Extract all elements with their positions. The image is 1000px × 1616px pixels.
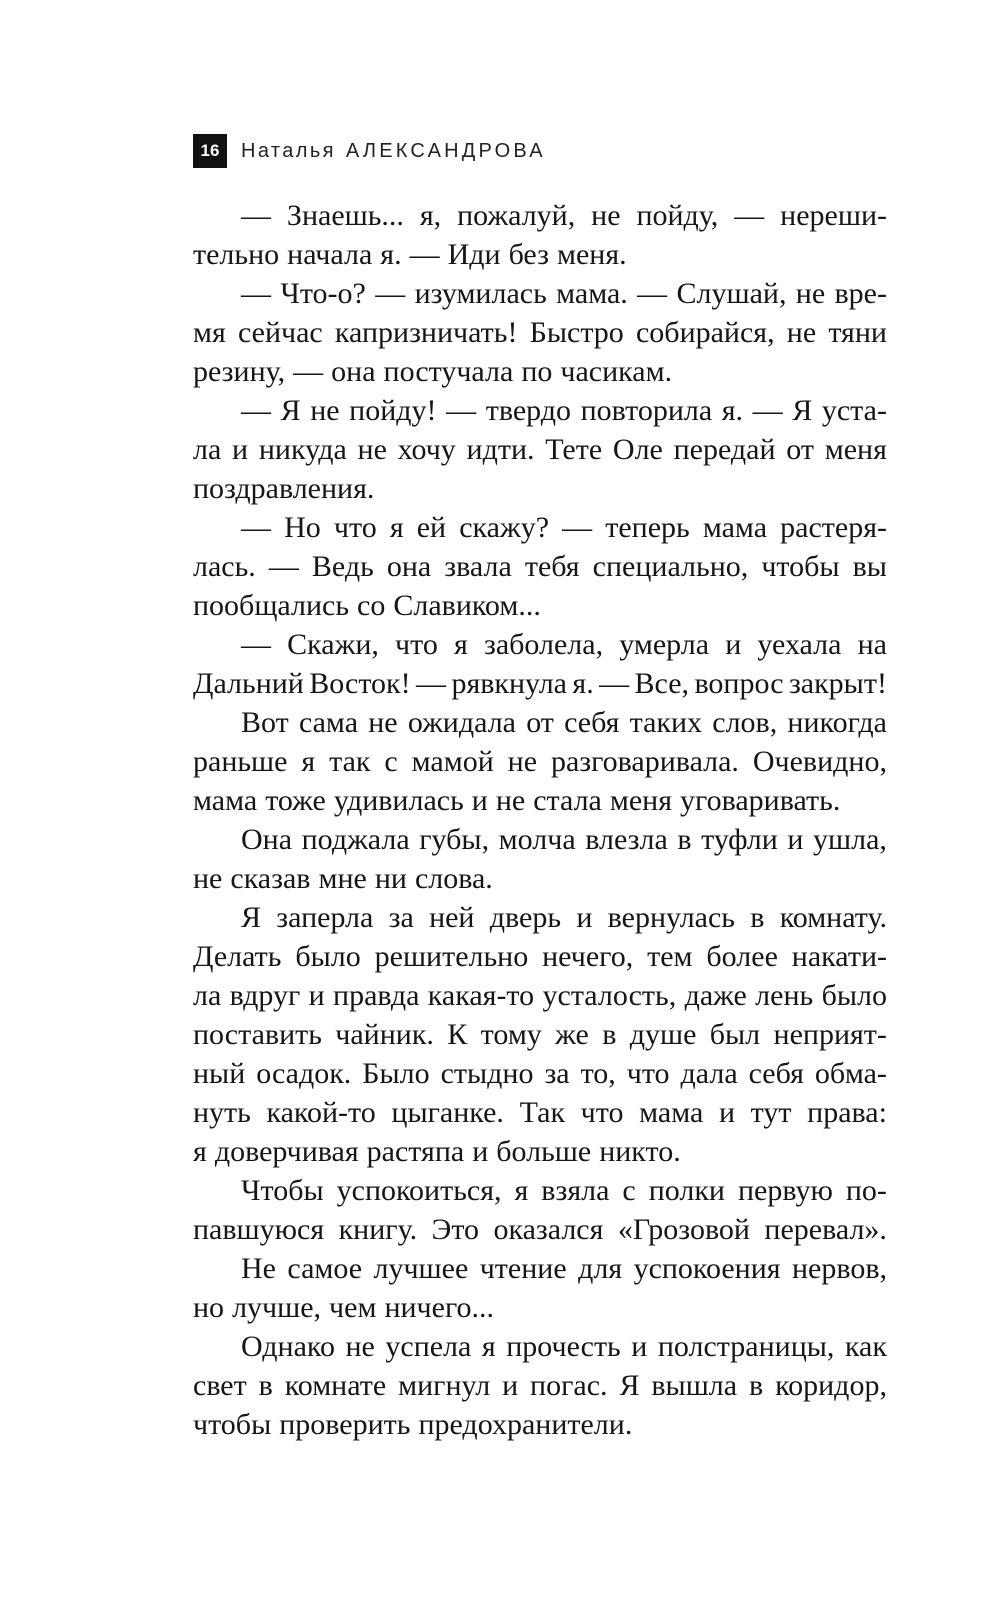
word: Тете <box>545 433 603 466</box>
text-line <box>193 313 887 352</box>
word: вре- <box>834 277 887 310</box>
text-line <box>193 1054 887 1093</box>
text-line <box>193 547 887 586</box>
word: и <box>502 1369 519 1402</box>
word: так <box>329 745 371 778</box>
word: специально, <box>592 550 749 583</box>
word: Дальний <box>193 667 304 700</box>
text-line <box>193 703 887 742</box>
text-line <box>193 898 887 937</box>
text-line <box>193 274 887 313</box>
word: права: <box>807 1096 887 1129</box>
word: мама <box>193 784 258 817</box>
word: Вот <box>241 706 289 739</box>
word: Иди <box>447 238 501 271</box>
word: тому <box>480 1018 542 1051</box>
word: чтение <box>479 1252 567 1285</box>
text-line <box>193 625 887 664</box>
word: чем <box>329 1291 377 1324</box>
word: тяни <box>828 316 887 349</box>
word: без <box>508 238 549 271</box>
word: я. <box>572 667 594 700</box>
word: усталость, <box>542 979 677 1012</box>
word: не <box>507 745 538 778</box>
word: вышла <box>651 1369 738 1402</box>
word: Я <box>619 1369 640 1402</box>
text-line <box>193 1327 887 1366</box>
word: за <box>388 901 414 934</box>
text-line <box>193 781 887 820</box>
word: молча <box>498 823 576 856</box>
word: мигнул <box>398 1369 491 1402</box>
text-line <box>193 1171 887 1210</box>
word: — <box>241 394 271 427</box>
text-line <box>193 352 887 391</box>
word: не <box>786 316 817 349</box>
word: Я <box>241 901 262 934</box>
word: по <box>521 355 553 388</box>
word: Быстро <box>529 316 624 349</box>
word: пойду, <box>636 199 719 232</box>
word: для <box>578 1252 623 1285</box>
word: коридор, <box>775 1369 887 1402</box>
word: тебя <box>524 550 580 583</box>
word: полстраницы, <box>657 1330 835 1363</box>
word: не <box>310 394 340 427</box>
word: — <box>293 355 324 388</box>
word: тут <box>750 1096 792 1129</box>
word: меня. <box>556 238 627 271</box>
word: ный <box>193 1057 246 1090</box>
word: даже <box>684 979 747 1012</box>
word: ожидала <box>407 706 516 739</box>
word: самое <box>287 1252 363 1285</box>
word: Она <box>241 823 293 856</box>
word: оказался <box>493 1213 604 1246</box>
word: мама <box>639 1096 704 1129</box>
text-line <box>193 1405 887 1444</box>
word: перевал». <box>764 1213 887 1246</box>
word: я. <box>380 238 402 271</box>
word: Слушай, <box>676 277 787 310</box>
word: «Грозовой <box>617 1213 750 1246</box>
word: Ведь <box>311 550 374 583</box>
word: свет <box>193 1369 247 1402</box>
word: повторила <box>580 394 713 427</box>
word: проверить <box>279 1408 411 1441</box>
word: никуда <box>258 433 347 466</box>
word: идти. <box>466 433 535 466</box>
word: стыдно <box>440 1057 534 1090</box>
word: растеря- <box>780 511 887 544</box>
word: твердо <box>485 394 572 427</box>
word: за <box>544 1057 570 1090</box>
text-line <box>193 1366 887 1405</box>
word: успокоиться, <box>336 1174 502 1207</box>
word: в <box>258 1369 273 1402</box>
text-line <box>193 664 887 703</box>
text-line <box>193 508 887 547</box>
word: я, <box>419 199 442 232</box>
word: разговаривала. <box>550 745 739 778</box>
word: и <box>472 1135 489 1168</box>
text-line <box>193 859 887 898</box>
word: умерла <box>619 628 710 661</box>
word: Было <box>362 1057 430 1090</box>
word: полки <box>648 1174 725 1207</box>
word: никто. <box>599 1135 681 1168</box>
word: дала <box>680 1057 738 1090</box>
word: она <box>331 355 376 388</box>
word: ней <box>429 901 475 934</box>
word: рявкнула <box>451 667 567 700</box>
word: — <box>562 511 593 544</box>
word: чайник. <box>335 1018 434 1051</box>
running-header <box>193 134 546 168</box>
word: Скажи, <box>287 628 379 661</box>
word: обма- <box>814 1057 887 1090</box>
word: как <box>844 1330 887 1363</box>
page-number: 16 <box>193 134 227 168</box>
word: со <box>357 589 386 622</box>
word: пообщались <box>193 589 350 622</box>
word: Делать <box>193 940 282 973</box>
word: в <box>602 1018 617 1051</box>
word: губы, <box>419 823 490 856</box>
word: хочу <box>397 433 456 466</box>
word: удивилась <box>333 784 464 817</box>
word: осадок. <box>256 1057 352 1090</box>
word: цыганке. <box>391 1096 504 1129</box>
word: больше <box>496 1135 592 1168</box>
word: павшуюся <box>193 1213 325 1246</box>
word: К <box>447 1018 468 1051</box>
word: лень <box>755 979 814 1012</box>
word: что <box>626 1057 670 1090</box>
word: — <box>241 511 271 544</box>
word: был <box>709 1018 761 1051</box>
word: ла <box>193 979 222 1012</box>
word: теперь <box>605 511 690 544</box>
word: слов, <box>712 706 778 739</box>
word: не <box>345 1330 375 1363</box>
text-line <box>193 976 887 1015</box>
word: не <box>357 433 387 466</box>
word: туфли <box>701 823 778 856</box>
word: в <box>677 823 692 856</box>
word: что <box>395 628 438 661</box>
word: Это <box>431 1213 480 1246</box>
word: она <box>386 550 432 583</box>
word: мама <box>702 511 768 544</box>
word: ничего... <box>384 1291 495 1324</box>
word: не <box>795 277 826 310</box>
word: и <box>576 901 593 934</box>
word: стала <box>533 784 602 817</box>
word: уговаривать. <box>680 784 841 817</box>
word: ей <box>416 511 447 544</box>
word: от <box>526 706 554 739</box>
word: часикам. <box>560 355 673 388</box>
word: сама <box>298 706 359 739</box>
word: более <box>706 940 778 973</box>
word: резину, <box>193 355 286 388</box>
word: уехала <box>757 628 842 661</box>
body-text <box>193 196 887 1444</box>
word: мя <box>193 316 226 349</box>
text-line <box>193 1210 887 1249</box>
word: комнату. <box>779 901 887 934</box>
word: чтобы <box>761 550 840 583</box>
word: сейчас <box>237 316 323 349</box>
word: тем <box>647 940 693 973</box>
word: вернулась <box>607 901 735 934</box>
word: и <box>787 823 804 856</box>
text-line <box>193 1249 887 1288</box>
word: с <box>622 1174 636 1207</box>
word: Не <box>241 1252 276 1285</box>
word: закрыт! <box>788 667 887 700</box>
word: успокоения <box>633 1252 781 1285</box>
word: Но <box>284 511 321 544</box>
word: вопрос <box>694 667 784 700</box>
word: накати- <box>791 940 887 973</box>
word: — <box>268 550 299 583</box>
word: постучала <box>383 355 514 388</box>
word: с <box>384 745 398 778</box>
word: было <box>295 940 361 973</box>
word: пойду! <box>349 394 437 427</box>
word: — <box>409 238 440 271</box>
word: тельно <box>193 238 280 271</box>
word: скажу? <box>459 511 550 544</box>
word: Однако <box>241 1330 335 1363</box>
word: вдруг <box>229 979 301 1012</box>
word: мне <box>318 862 367 895</box>
word: — <box>241 199 271 232</box>
word: капризничать! <box>334 316 518 349</box>
word: по- <box>845 1174 887 1207</box>
word: комнате <box>284 1369 387 1402</box>
word: ушла, <box>813 823 887 856</box>
word: предохранители. <box>418 1408 633 1441</box>
text-line <box>193 820 887 859</box>
word: поджала <box>301 823 410 856</box>
word: в <box>749 1369 764 1402</box>
word: раньше <box>193 745 288 778</box>
word: не <box>193 862 223 895</box>
word: взяла <box>541 1174 610 1207</box>
word: никогда <box>787 706 887 739</box>
word: было <box>821 979 887 1012</box>
word: нервов, <box>792 1252 887 1285</box>
word: Оле <box>612 433 663 466</box>
word: и <box>631 1330 648 1363</box>
word: душе <box>629 1018 697 1051</box>
word: чтобы <box>193 1408 272 1441</box>
text-line <box>193 469 887 508</box>
word: — <box>241 628 271 661</box>
word: то, <box>580 1057 616 1090</box>
word: и <box>308 979 325 1012</box>
word: ла <box>193 433 222 466</box>
word: мама. <box>556 277 628 310</box>
word: правда <box>333 979 420 1012</box>
word: уста- <box>821 394 887 427</box>
word: нечего, <box>542 940 634 973</box>
word: — <box>446 394 477 427</box>
word: я <box>193 1135 207 1168</box>
word: — <box>637 277 668 310</box>
word: таких <box>629 706 703 739</box>
word: и <box>471 784 488 817</box>
text-line <box>193 196 887 235</box>
word: от <box>786 433 814 466</box>
text-line <box>193 1093 887 1132</box>
word: нуть <box>193 1096 251 1129</box>
text-line <box>193 1015 887 1054</box>
word: собирайся, <box>635 316 775 349</box>
word: изумилась <box>414 277 547 310</box>
word: мамой <box>411 745 494 778</box>
word: поставить <box>193 1018 322 1051</box>
word: поздравления. <box>193 472 375 505</box>
word: неприят- <box>773 1018 887 1051</box>
word: не <box>591 199 621 232</box>
word: доверчивая <box>214 1135 359 1168</box>
word: в <box>750 901 765 934</box>
header-author <box>241 140 546 163</box>
word: я <box>301 745 316 778</box>
word: погас. <box>530 1369 608 1402</box>
word: тоже <box>265 784 326 817</box>
word: Все, <box>634 667 690 700</box>
word: и <box>725 628 742 661</box>
word: Славиком... <box>393 589 541 622</box>
word: же <box>555 1018 589 1051</box>
text-line <box>193 430 887 469</box>
word: я <box>389 511 404 544</box>
word: — <box>752 394 783 427</box>
word: я <box>454 628 468 661</box>
word: — <box>375 277 406 310</box>
text-line <box>193 586 887 625</box>
word: решительно <box>374 940 529 973</box>
word: Я <box>792 394 813 427</box>
word: вы <box>852 550 887 583</box>
word: книгу. <box>338 1213 418 1246</box>
word: влезла <box>585 823 668 856</box>
word: начала <box>287 238 373 271</box>
word: что <box>580 1096 624 1129</box>
word: я. <box>721 394 744 427</box>
word: прочесть <box>506 1330 621 1363</box>
word: сказав <box>230 862 311 895</box>
word: какой-то <box>266 1096 376 1129</box>
word: заболела, <box>483 628 604 661</box>
word: лучшее <box>373 1252 469 1285</box>
word: какая-то <box>427 979 535 1012</box>
word: и <box>232 433 249 466</box>
word: растяпа <box>366 1135 465 1168</box>
word: меня <box>824 433 887 466</box>
text-line <box>193 235 887 274</box>
word: на <box>857 628 887 661</box>
word: я <box>481 1330 496 1363</box>
text-line <box>193 391 887 430</box>
text-line <box>193 937 887 976</box>
word: я <box>514 1174 529 1207</box>
word: Знаешь... <box>286 199 404 232</box>
author-last-name: АЛЕКСАНДРОВА <box>345 139 546 162</box>
word: не <box>495 784 526 817</box>
text-line <box>193 1288 887 1327</box>
word: Очевидно, <box>752 745 887 778</box>
word: Восток! <box>309 667 411 700</box>
word: слова. <box>414 862 493 895</box>
word: успела <box>385 1330 472 1363</box>
word: себя <box>748 1057 804 1090</box>
word: первую <box>737 1174 833 1207</box>
word: передай <box>673 433 776 466</box>
word: не <box>368 706 398 739</box>
text-line <box>193 1132 887 1171</box>
text-line <box>193 742 887 781</box>
word: ни <box>374 862 407 895</box>
word: Так <box>519 1096 566 1129</box>
word: себя <box>564 706 620 739</box>
word: Чтобы <box>241 1174 324 1207</box>
word: заперла <box>276 901 374 934</box>
word: — <box>241 277 271 310</box>
word: Я <box>280 394 301 427</box>
word: — <box>599 667 630 700</box>
word: — <box>416 667 447 700</box>
word: лась. <box>193 550 256 583</box>
word: — <box>734 199 765 232</box>
word: и <box>718 1096 736 1129</box>
word: звала <box>444 550 512 583</box>
word: лучше, <box>232 1291 322 1324</box>
author-first-name: Наталья <box>241 139 336 162</box>
word: Что-о? <box>280 277 366 310</box>
word: но <box>193 1291 225 1324</box>
word: меня <box>609 784 673 817</box>
word: что <box>333 511 377 544</box>
word: нереши- <box>780 199 887 232</box>
word: дверь <box>489 901 562 934</box>
word: пожалуй, <box>457 199 576 232</box>
